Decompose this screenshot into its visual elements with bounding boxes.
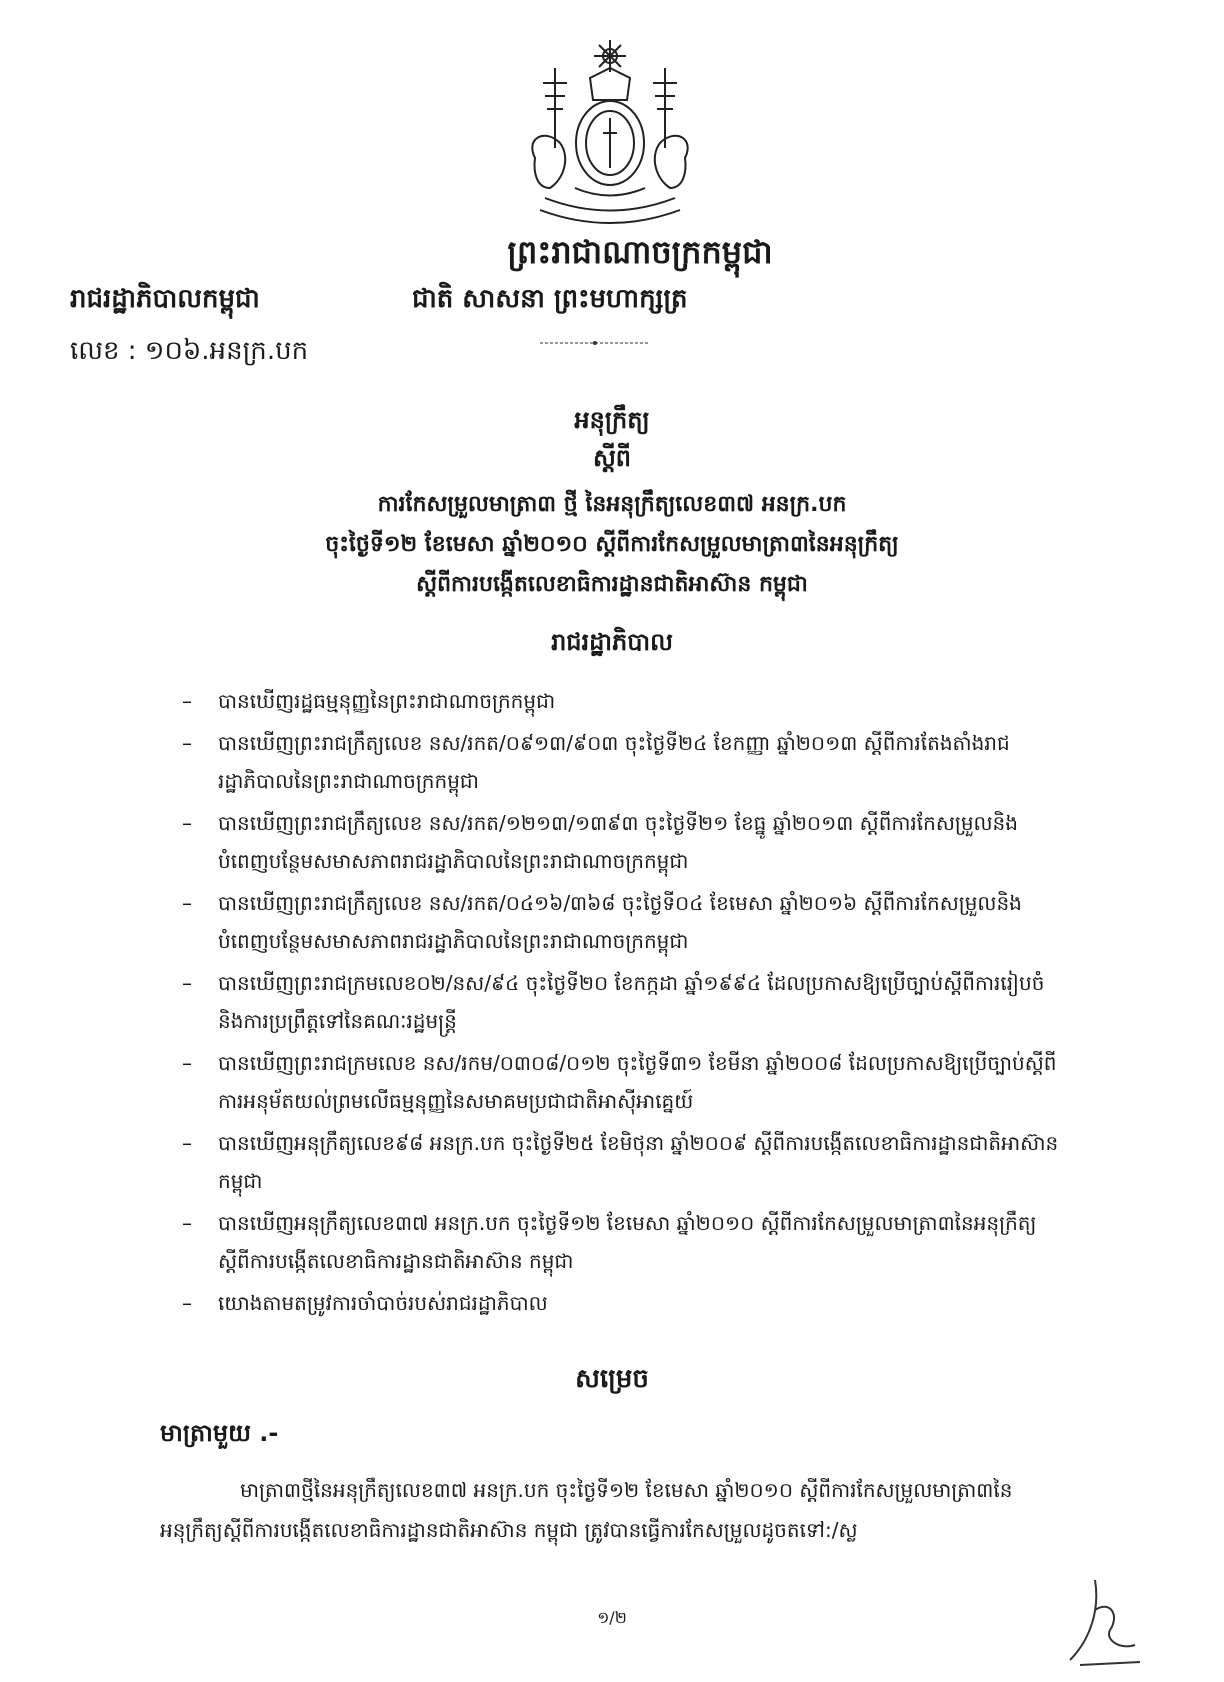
list-item: – បានឃើញព្រះរាជក្រមលេខ នស/រកម/០៣០៨/០១២ ចុះថ្ងៃទី៣១ ខែមីនា ឆ្នាំ២០០៨ ដែលប្រកាសឱ្យប្រើច្បាប់ស្តីពីការអនុម័តយល់ព្រមលើធម្មនុញ្ញនៃសមាគមប្រជាជាតិអាស៊ីអាគ្នេយ៍: [182, 1051, 1057, 1113]
national-motto: ជាតិ សាសនា ព្រះមហាក្សត្រ: [412, 284, 688, 314]
subject-line-3: ស្តីពីការបង្កើតលេខាធិការដ្ឋានជាតិអាស៊ាន កម្ពុជា: [416, 572, 808, 597]
royal-emblem-icon: [515, 38, 705, 238]
decision-heading: សម្រេច: [575, 1364, 649, 1394]
consideration-text: បានឃើញអនុក្រឹត្យលេខ៩៨ អនក្រ.បក ចុះថ្ងៃទី២៥ ខែមិថុនា ឆ្នាំ២០០៩ ស្តីពីការបង្កើតលេខាធិការដ្ឋានជាតិអាស៊ាន កម្ពុជា: [218, 1131, 1059, 1193]
handwritten-initials-icon: [1060, 1570, 1150, 1670]
list-item: – បានឃើញព្រះរាជក្រមលេខ០២/នស/៩៤ ចុះថ្ងៃទី២០ ខែកក្កដា ឆ្នាំ១៩៩៤ ដែលប្រកាសឱ្យប្រើច្បាប់ស្តីពីការរៀបចំនិងការប្រព្រឹត្តទៅនៃគណៈរដ្ឋមន្ត្រី: [182, 971, 1045, 1033]
considerations-list: [178, 682, 1068, 1326]
list-item: – បានឃើញអនុក្រឹត្យលេខ៣៧ អនក្រ.បក ចុះថ្ងៃទី១២ ខែមេសា ឆ្នាំ២០១០ ស្តីពីការកែសម្រួលមាត្រា៣នៃអនុក្រឹត្យស្តីពីការបង្កើតលេខាធិការដ្ឋានជាតិអាស៊ាន កម្ពុជា: [182, 1211, 1037, 1273]
ministry-name: រាជរដ្ឋាភិបាលកម្ពុជា: [70, 284, 260, 314]
list-item: – បានឃើញអនុក្រឹត្យលេខ៩៨ អនក្រ.បក ចុះថ្ងៃទី២៥ ខែមិថុនា ឆ្នាំ២០០៩ ស្តីពីការបង្កើតលេខាធិការដ្ឋានជាតិអាស៊ាន កម្ពុជា: [182, 1131, 1059, 1193]
consideration-text: បានឃើញព្រះរាជក្រឹត្យលេខ នស/រកត/០៩១៣/៩០៣ ចុះថ្ងៃទី២៤ ខែកញ្ញា ឆ្នាំ២០១៣ ស្តីពីការតែងតាំងរាជរដ្ឋាភិបាលនៃព្រះរាជាណាចក្រកម្ពុជា: [218, 731, 1010, 793]
consideration-text: យោងតាមតម្រូវការចាំបាច់របស់រាជរដ្ឋាភិបាល: [218, 1291, 548, 1315]
article-heading: មាត្រាមួយ .-: [160, 1419, 279, 1447]
list-item: – យោងតាមតម្រូវការចាំបាច់របស់រាជរដ្ឋាភិបាល: [182, 1291, 548, 1315]
subject-line-2: ចុះថ្ងៃទី១២ ខែមេសា ឆ្នាំ២០១០ ស្តីពីការកែសម្រួលមាត្រា៣នៃអនុក្រឹត្យ: [325, 532, 899, 557]
list-item: – បានឃើញរដ្ឋធម្មនុញ្ញនៃព្រះរាជាណាចក្រកម្ពុជា: [182, 689, 556, 713]
consideration-text: បានឃើញអនុក្រឹត្យលេខ៣៧ អនក្រ.បក ចុះថ្ងៃទី១២ ខែមេសា ឆ្នាំ២០១០ ស្តីពីការកែសម្រួលមាត្រា៣នៃអនុក្រឹត្យស្តីពីការបង្កើតលេខាធិការដ្ឋានជាតិអាស៊ាន កម្ពុជា: [218, 1211, 1037, 1273]
consideration-text: បានឃើញរដ្ឋធម្មនុញ្ញនៃព្រះរាជាណាចក្រកម្ពុជា: [218, 689, 556, 713]
issuer: រាជរដ្ឋាភិបាល: [551, 628, 673, 656]
kingdom-title: ព្រះរាជាណាចក្រកម្ពុជា: [507, 233, 773, 271]
subject-line-1: ការកែសម្រួលមាត្រា៣ ថ្មី នៃអនុក្រឹត្យលេខ៣៧ អនក្រ.បក: [377, 492, 847, 517]
ornamental-divider: [540, 338, 650, 348]
consideration-text: បានឃើញព្រះរាជក្រមលេខ នស/រកម/០៣០៨/០១២ ចុះថ្ងៃទី៣១ ខែមីនា ឆ្នាំ២០០៨ ដែលប្រកាសឱ្យប្រើច្បាប់ស្តីពីការអនុម័តយល់ព្រមលើធម្មនុញ្ញនៃសមាគមប្រជាជាតិអាស៊ីអាគ្នេយ៍: [218, 1051, 1057, 1113]
list-item: – បានឃើញព្រះរាជក្រឹត្យលេខ នស/រកត/០៩១៣/៩០៣ ចុះថ្ងៃទី២៤ ខែកញ្ញា ឆ្នាំ២០១៣ ស្តីពីការតែងតាំងរាជរដ្ឋាភិបាលនៃព្រះរាជាណាចក្រកម្ពុជា: [182, 731, 1010, 793]
consideration-text: បានឃើញព្រះរាជក្រឹត្យលេខ នស/រកត/០៤១៦/៣៦៨ ចុះថ្ងៃទី០៤ ខែមេសា ឆ្នាំ២០១៦ ស្តីពីការកែសម្រួលនិងបំពេញបន្ថែមសមាសភាពរាជរដ្ឋាភិបាលនៃព្រះរាជាណាចក្រកម្ពុជា: [218, 891, 1022, 953]
document-number: លេខ : ១០៦.អនក្រ.បក: [70, 336, 309, 366]
document-type: អនុក្រឹត្យ: [574, 406, 650, 434]
subject-label: ស្តីពី: [592, 444, 632, 472]
article-body: មាត្រា៣ថ្មីនៃអនុក្រឹត្យលេខ៣៧ អនក្រ.បក ចុះថ្ងៃទី១២ ខែមេសា ឆ្នាំ២០១០ ស្តីពីការកែសម្រួលមាត្រា៣នៃអនុក្រឹត្យស្តីពីការបង្កើតលេខាធិការដ្ឋានជាតិអាស៊ាន កម្ពុជា ត្រូវបានធ្វើការកែសម្រួលដូចតទៅ:/ស្ល: [160, 1478, 1013, 1542]
page-number: ១/២: [597, 1608, 627, 1627]
list-item: – បានឃើញព្រះរាជក្រឹត្យលេខ នស/រកត/០៤១៦/៣៦៨ ចុះថ្ងៃទី០៤ ខែមេសា ឆ្នាំ២០១៦ ស្តីពីការកែសម្រួលនិងបំពេញបន្ថែមសមាសភាពរាជរដ្ឋាភិបាលនៃព្រះរាជាណាចក្រកម្ពុជា: [182, 891, 1022, 953]
list-item: – បានឃើញព្រះរាជក្រឹត្យលេខ នស/រកត/១២១៣/១៣៩៣ ចុះថ្ងៃទី២១ ខែធ្នូ ឆ្នាំ២០១៣ ស្តីពីការកែសម្រួលនិងបំពេញបន្ថែមសមាសភាពរាជរដ្ឋាភិបាលនៃព្រះរាជាណាចក្រកម្ពុជា: [182, 811, 1018, 873]
document-subject: [140, 485, 1084, 605]
consideration-text: បានឃើញព្រះរាជក្រឹត្យលេខ នស/រកត/១២១៣/១៣៩៣ ចុះថ្ងៃទី២១ ខែធ្នូ ឆ្នាំ២០១៣ ស្តីពីការកែសម្រួលនិងបំពេញបន្ថែមសមាសភាពរាជរដ្ឋាភិបាលនៃព្រះរាជាណាចក្រកម្ពុជា: [218, 811, 1018, 873]
consideration-text: បានឃើញព្រះរាជក្រមលេខ០២/នស/៩៤ ចុះថ្ងៃទី២០ ខែកក្កដា ឆ្នាំ១៩៩៤ ដែលប្រកាសឱ្យប្រើច្បាប់ស្តីពីការរៀបចំនិងការប្រព្រឹត្តទៅនៃគណៈរដ្ឋមន្ត្រី: [218, 971, 1045, 1033]
